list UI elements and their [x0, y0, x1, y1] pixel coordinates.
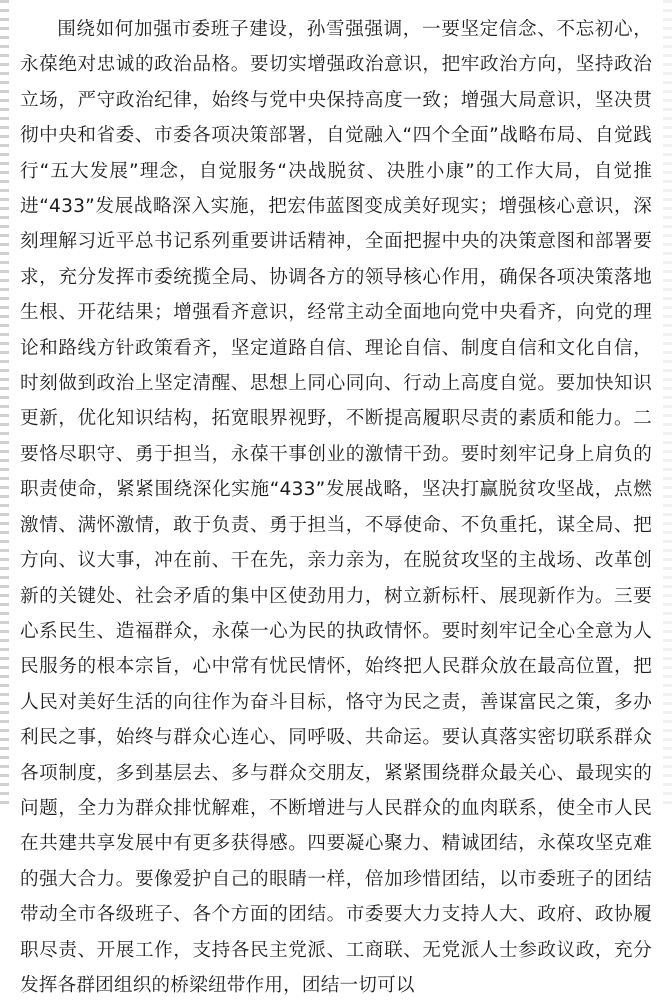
paragraph: 围绕如何加强市委班子建设，孙雪强强调，一要坚定信念、不忘初心，永葆绝对忠诚的政治品格。要切实增强政治意识，把牢政治方向，坚持政治立场，严守政治纪律，始终与党中央保持高度一致；增强大局意识，坚决贯彻中央和省委、市委各项决策部署，自觉融入“四个全面”战略布局、自觉践行“五大发展”理念，自觉服务“决战脱贫、决胜小康”的工作大局，自觉推进“433”发展战略深入实施，把宏伟蓝图变成美好现实；增强核心意识，深刻理解习近平总书记系列重要讲话精神，全面把握中央的决策意图和部署要求，充分发挥市委统揽全局、协调各方的领导核心作用，确保各项决策落地生根、开花结果；增强看齐意识，经常主动全面地向党中央看齐，向党的理论和路线方针政策看齐，坚定道路自信、理论自信、制度自信和文化自信，时刻做到政治上坚定清醒、思想上同心同向、行动上高度自觉。要加快知识更新，优化知识结构，拓宽眼界视野，不断提高履职尽责的素质和能力。二要恪尽职守、勇于担当，永葆干事创业的激情干劲。要时刻牢记身上肩负的职责使命，紧紧围绕深化实施“433”发展战略，坚决打赢脱贫攻坚战，点燃激情、满怀激情，敢于负责、勇于担当，不辱使命、不负重托，谋全局、把方向、议大事，冲在前、干在先，亲力亲为，在脱贫攻坚的主战场、改革创新的关键处、社会矛盾的集中区使劲用力，树立新标杆、展现新作为。三要心系民生、造福群众，永葆一心为民的执政情怀。要时刻牢记全心全意为人民服务的根本宗旨，心中常有忧民情怀，始终把人民群众放在最高位置，把人民对美好生活的向往作为奋斗目标，恪守为民之责，善谋富民之策，多办利民之事，始终与群众心连心、同呼吸、共命运。要认真落实密切联系群众各项制度，多到基层去、多与群众交朋友，紧紧围绕群众最关心、最现实的问题，全力为群众排忧解难，不断增进与人民群众的血肉联系，使全市人民在共建共享发展中有更多获得感。四要凝心聚力、精诚团结，永葆攻坚克难的强大合力。要像爱护自己的眼睛一样，倍加珍惜团结，以市委班子的团结带动全市各级班子、各个方面的团结。市委要大力支持人大、政府、政协履职尽责、开展工作，支持各民主党派、工商联、无党派人士参政议政，充分发挥各群团组织的桥梁纽带作用，团结一切可以	[20, 19, 652, 996]
page-edge-perforation-right	[663, 0, 672, 810]
document-text-body	[14, 8, 658, 996]
page-edge-perforation-left	[0, 0, 9, 810]
